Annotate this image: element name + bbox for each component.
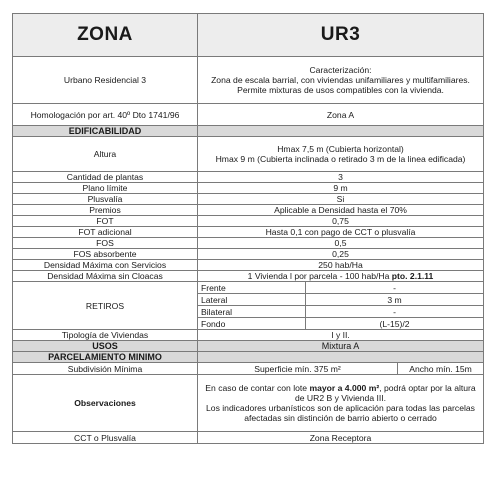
cct-value: Zona Receptora <box>198 432 484 444</box>
fondo-value: (L-15)/2 <box>306 318 484 330</box>
dens-serv-value: 250 hab/Ha <box>198 260 484 271</box>
fos-absorbente-label: FOS absorbente <box>13 249 198 260</box>
premios-label: Premios <box>13 205 198 216</box>
table-row <box>13 216 484 227</box>
section-row <box>13 126 484 137</box>
fot-value: 0,75 <box>198 216 484 227</box>
premios-value: Aplicable a Densidad hasta el 70% <box>198 205 484 216</box>
bilateral-value: - <box>306 306 484 318</box>
section-row <box>13 341 484 352</box>
observaciones-label: Observaciones <box>13 375 198 432</box>
usos-label: USOS <box>13 341 198 352</box>
tipologia-label: Tipología de Viviendas <box>13 330 198 341</box>
zoning-table <box>12 13 484 444</box>
table-row <box>13 330 484 341</box>
table-row <box>13 282 484 294</box>
plano-label: Plano límite <box>13 183 198 194</box>
plantas-value: 3 <box>198 172 484 183</box>
table-row <box>13 227 484 238</box>
homologacion-label: Homologación por art. 40º Dto 1741/96 <box>13 104 198 126</box>
header-row <box>13 14 484 57</box>
cct-label: CCT o Plusvalía <box>13 432 198 444</box>
section-edificabilidad: EDIFICABILIDAD <box>13 126 198 137</box>
lateral-value: 3 m <box>306 294 484 306</box>
table-row <box>13 183 484 194</box>
dens-cloacas-value: 1 Vivienda l por parcela - 100 hab/Ha <box>247 271 390 281</box>
bilateral-label: Bilateral <box>198 306 306 318</box>
dens-cloacas-label: Densidad Máxima sin Cloacas <box>13 271 198 282</box>
section-row <box>13 352 484 363</box>
zona-label: ZONA <box>13 14 198 57</box>
tipologia-value: I y II. <box>198 330 484 341</box>
fot-label: FOT <box>13 216 198 227</box>
retiros-label: RETIROS <box>13 282 198 330</box>
table-row <box>13 205 484 216</box>
obs-note: Los indicadores urbanísticos son de aplicación para todas las parcelas afectadas sin distinción de barrio abierto o cerrado <box>206 403 475 423</box>
fos-value: 0,5 <box>198 238 484 249</box>
table-row <box>13 137 484 172</box>
altura-value: Hmax 7,5 m (Cubierta horizontal) Hmax 9 m (Cubierta inclinada o retirado 3 m de la linea edificada) <box>198 137 484 172</box>
dens-cloacas-cell <box>198 271 484 282</box>
table-row <box>13 375 484 432</box>
frente-value: - <box>306 282 484 294</box>
plusvalia-label: Plusvalía <box>13 194 198 205</box>
fos-label: FOS <box>13 238 198 249</box>
plusvalia-value: Si <box>198 194 484 205</box>
table-row <box>13 363 484 375</box>
zona-value: UR3 <box>198 14 484 57</box>
table-row <box>13 260 484 271</box>
obs-bold: mayor a 4.000 m² <box>309 383 380 393</box>
ancho-value: Ancho mín. 15m <box>398 363 484 375</box>
fondo-label: Fondo <box>198 318 306 330</box>
fot-adicional-label: FOT adicional <box>13 227 198 238</box>
section-parcelamiento: PARCELAMIENTO MINIMO <box>13 352 198 363</box>
homologacion-value: Zona A <box>198 104 484 126</box>
superficie-value: Superficie mín. 375 m² <box>198 363 398 375</box>
subdivision-label: Subdivisión Mínima <box>13 363 198 375</box>
observaciones-value: En caso de contar con lote mayor a 4.000 m², podrá optar por la altura de UR2 B y Vivienda III. Los indicadores urbanísticos son de aplicación para todas las parcelas afectadas sin distinción de barrio abierto o cerrado <box>198 375 484 432</box>
table-row <box>13 271 484 282</box>
fos-absorbente-value: 0,25 <box>198 249 484 260</box>
table-row <box>13 104 484 126</box>
table-row <box>13 172 484 183</box>
lateral-label: Lateral <box>198 294 306 306</box>
usos-value: Mixtura A <box>198 341 484 352</box>
table-row <box>13 249 484 260</box>
urbano-label: Urbano Residencial 3 <box>13 57 198 104</box>
altura-label: Altura <box>13 137 198 172</box>
dens-serv-label: Densidad Máxima con Servicios <box>13 260 198 271</box>
dens-cloacas-ref: pto. 2.1.11 <box>391 271 434 281</box>
plantas-label: Cantidad de plantas <box>13 172 198 183</box>
fot-adicional-value: Hasta 0,1 con pago de CCT o plusvalía <box>198 227 484 238</box>
table-row <box>13 432 484 444</box>
table-row <box>13 194 484 205</box>
frente-label: Frente <box>198 282 306 294</box>
table-row <box>13 57 484 104</box>
urbano-value: Caracterización: Zona de escala barrial, con viviendas unifamiliares y multifamiliares. Permite mixturas de usos compatibles con la vivienda. <box>198 57 484 104</box>
plano-value: 9 m <box>198 183 484 194</box>
table-row <box>13 238 484 249</box>
